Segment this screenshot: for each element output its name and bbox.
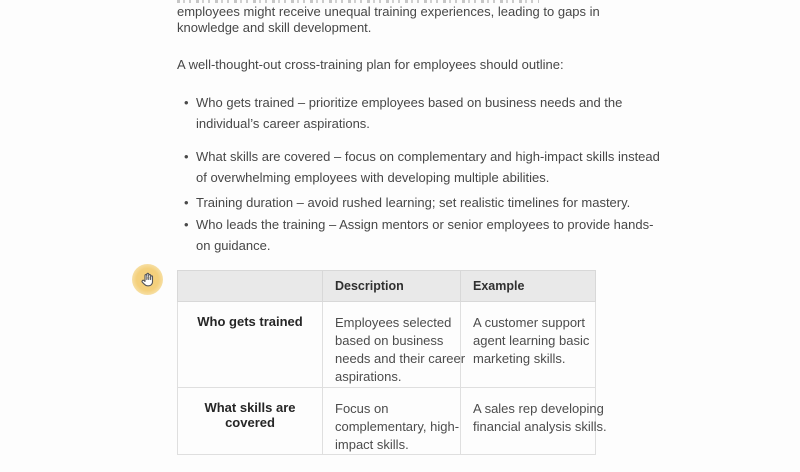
bullet-dot: •	[184, 149, 189, 164]
table-cell-line: agent learning basic	[473, 333, 590, 348]
bullet-line: Who gets trained – prioritize employees based on business needs and the	[196, 95, 623, 110]
cursor-click-indicator	[132, 264, 163, 295]
cross-training-table	[177, 270, 607, 455]
table-cell-line: financial analysis skills.	[473, 419, 607, 434]
table-cell-line: needs and their career	[335, 351, 466, 366]
table-cell-line: marketing skills.	[473, 351, 566, 366]
table-header-cell-example: Example	[461, 271, 596, 302]
table-row-label: Who gets trained	[178, 302, 323, 388]
table-cell-example	[461, 388, 607, 455]
table-cell-example	[461, 302, 596, 388]
bullet-line: on guidance.	[196, 238, 271, 253]
table-header-cell-blank	[178, 271, 323, 302]
table-row	[178, 302, 596, 388]
table-row-label: What skills are covered	[178, 388, 323, 455]
table-row	[178, 388, 596, 455]
bullet-line: Training duration – avoid rushed learning; set realistic timelines for mastery.	[196, 195, 631, 210]
bullet-dot: •	[184, 217, 189, 232]
table-header-row	[178, 271, 596, 302]
bullet-dot: •	[184, 195, 189, 210]
paragraph-line: employees might receive unequal training experiences, leading to gaps in	[177, 4, 600, 19]
table-cell-description	[323, 388, 461, 455]
paragraph-intro: A well-thought-out cross-training plan for employees should outline:	[177, 57, 564, 72]
table-header-cell-description: Description	[323, 271, 461, 302]
bullet-line: What skills are covered – focus on complementary and high-impact skills instead	[196, 149, 660, 164]
table-cell-line: A sales rep developing	[473, 401, 604, 416]
hand-cursor-icon	[140, 272, 155, 287]
table-cell-line: Focus on	[335, 401, 389, 416]
bullet-line: of overwhelming employees with developing multiple abilities.	[196, 170, 550, 185]
paragraph-line: knowledge and skill development.	[177, 20, 372, 35]
table-cell-line: aspirations.	[335, 369, 402, 384]
table-cell-description	[323, 302, 466, 388]
table-cell-line: impact skills.	[335, 437, 409, 452]
bullet-dot: •	[184, 95, 189, 110]
table-cell-line: based on business	[335, 333, 444, 348]
bullet-line: Who leads the training – Assign mentors or senior employees to provide hands-	[196, 217, 654, 232]
table-cell-line: complementary, high-	[335, 419, 460, 434]
table-cell-line: A customer support	[473, 315, 585, 330]
bullet-line: individual’s career aspirations.	[196, 116, 370, 131]
table-cell-line: Employees selected	[335, 315, 452, 330]
